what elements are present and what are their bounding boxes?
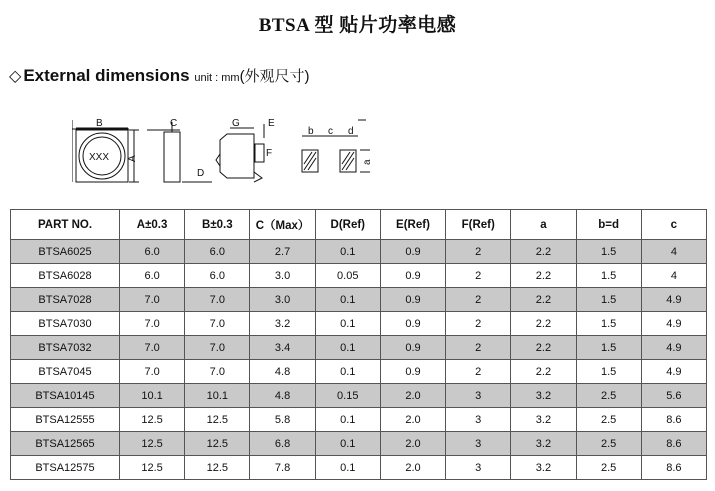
table-cell: 1.5 xyxy=(576,336,641,360)
table-cell: 7.0 xyxy=(185,336,250,360)
table-cell: 4 xyxy=(641,240,706,264)
table-cell: 2.0 xyxy=(380,408,445,432)
table-cell: 0.9 xyxy=(380,336,445,360)
part-number-cell: BTSA12575 xyxy=(11,456,120,480)
table-cell: 2.2 xyxy=(511,264,576,288)
table-row xyxy=(11,264,707,288)
table-cell: 6.0 xyxy=(185,264,250,288)
table-cell: 2.2 xyxy=(511,360,576,384)
spec-table xyxy=(10,209,707,480)
table-cell: 12.5 xyxy=(185,432,250,456)
table-cell: 3.4 xyxy=(250,336,315,360)
dim-label-a-lower: a xyxy=(362,159,373,165)
dimension-drawing xyxy=(72,112,392,192)
section-chinese-label: (外观尺寸) xyxy=(239,68,310,85)
table-cell: 7.0 xyxy=(185,312,250,336)
table-row xyxy=(11,240,707,264)
table-cell: 2.5 xyxy=(576,408,641,432)
table-cell: 3.2 xyxy=(511,384,576,408)
table-cell: 0.1 xyxy=(315,336,380,360)
document-title: BTSA 型 贴片功率电感 xyxy=(258,15,457,36)
table-cell: 1.5 xyxy=(576,288,641,312)
part-number-cell: BTSA7030 xyxy=(11,312,120,336)
table-cell: 0.1 xyxy=(315,408,380,432)
table-cell: 3 xyxy=(446,456,511,480)
table-cell: 2 xyxy=(446,312,511,336)
table-cell: 2 xyxy=(446,336,511,360)
side-view xyxy=(147,118,212,182)
table-body xyxy=(11,240,707,480)
table-header-row xyxy=(11,210,707,240)
table-cell: 10.1 xyxy=(120,384,185,408)
table-cell: 0.15 xyxy=(315,384,380,408)
dim-label-c-lower: c xyxy=(328,126,333,137)
table-cell: 0.9 xyxy=(380,312,445,336)
table-cell: 0.9 xyxy=(380,240,445,264)
dim-label-b-upper: B xyxy=(96,118,103,129)
bottom-view xyxy=(216,118,275,182)
table-cell: 1.5 xyxy=(576,240,641,264)
table-row xyxy=(11,360,707,384)
table-cell: 0.1 xyxy=(315,432,380,456)
table-row xyxy=(11,312,707,336)
table-cell: 2 xyxy=(446,264,511,288)
table-cell: 7.0 xyxy=(120,312,185,336)
table-row xyxy=(11,408,707,432)
part-number-cell: BTSA7028 xyxy=(11,288,120,312)
dim-label-a-upper: A xyxy=(127,155,138,162)
table-row xyxy=(11,288,707,312)
table-cell: 4.9 xyxy=(641,288,706,312)
table-row xyxy=(11,384,707,408)
table-row xyxy=(11,456,707,480)
header-a: A±0.3 xyxy=(120,210,185,240)
table-cell: 2.2 xyxy=(511,240,576,264)
table-cell: 3.0 xyxy=(250,264,315,288)
part-number-cell: BTSA6025 xyxy=(11,240,120,264)
table-cell: 7.8 xyxy=(250,456,315,480)
table-cell: 2 xyxy=(446,288,511,312)
dim-label-b-lower: b xyxy=(308,126,314,137)
table-cell: 0.1 xyxy=(315,312,380,336)
diamond-bullet-icon: ◇ xyxy=(9,68,22,85)
table-cell: 5.8 xyxy=(250,408,315,432)
table-cell: 1.5 xyxy=(576,312,641,336)
header-e-ref: E(Ref) xyxy=(380,210,445,240)
table-cell: 3 xyxy=(446,432,511,456)
table-cell: 7.0 xyxy=(120,336,185,360)
table-cell: 3.2 xyxy=(250,312,315,336)
top-view xyxy=(72,118,139,182)
table-cell: 4 xyxy=(641,264,706,288)
part-number-cell: BTSA10145 xyxy=(11,384,120,408)
table-cell: 1.5 xyxy=(576,360,641,384)
header-b: B±0.3 xyxy=(185,210,250,240)
header-part-no: PART NO. xyxy=(11,210,120,240)
table-cell: 0.1 xyxy=(315,288,380,312)
table-cell: 3 xyxy=(446,384,511,408)
table-cell: 3.2 xyxy=(511,432,576,456)
table-cell: 7.0 xyxy=(185,360,250,384)
table-cell: 12.5 xyxy=(120,456,185,480)
table-cell: 7.0 xyxy=(120,360,185,384)
table-cell: 12.5 xyxy=(120,432,185,456)
section-heading-text: External dimensions xyxy=(23,66,190,85)
pad-layout xyxy=(302,120,373,172)
header-f-ref: F(Ref) xyxy=(446,210,511,240)
table-cell: 2.5 xyxy=(576,384,641,408)
table-cell: 2.2 xyxy=(511,288,576,312)
table-cell: 0.1 xyxy=(315,240,380,264)
table-cell: 3.2 xyxy=(511,408,576,432)
dim-label-d-upper: D xyxy=(197,168,205,179)
section-heading xyxy=(9,65,310,86)
table-cell: 7.0 xyxy=(185,288,250,312)
table-cell: 3 xyxy=(446,408,511,432)
table-cell: 10.1 xyxy=(185,384,250,408)
table-cell: 4.8 xyxy=(250,360,315,384)
dim-label-e-upper: E xyxy=(268,118,275,129)
table-cell: 6.8 xyxy=(250,432,315,456)
table-cell: 3.2 xyxy=(511,456,576,480)
part-number-cell: BTSA12565 xyxy=(11,432,120,456)
table-cell: 8.6 xyxy=(641,456,706,480)
table-cell: 8.6 xyxy=(641,432,706,456)
table-cell: 4.9 xyxy=(641,360,706,384)
table-cell: 0.05 xyxy=(315,264,380,288)
table-cell: 12.5 xyxy=(185,408,250,432)
unit-label: unit : mm xyxy=(194,72,240,84)
table-cell: 4.8 xyxy=(250,384,315,408)
part-number-cell: BTSA7045 xyxy=(11,360,120,384)
table-cell: 0.9 xyxy=(380,288,445,312)
part-number-cell: BTSA6028 xyxy=(11,264,120,288)
table-cell: 2 xyxy=(446,360,511,384)
dim-label-g-upper: G xyxy=(232,118,240,129)
part-number-cell: BTSA7032 xyxy=(11,336,120,360)
marking-label: XXX xyxy=(89,152,110,163)
table-row xyxy=(11,432,707,456)
table-cell: 2.5 xyxy=(576,432,641,456)
table-cell: 2.0 xyxy=(380,432,445,456)
table-cell: 12.5 xyxy=(185,456,250,480)
header-d-ref: D(Ref) xyxy=(315,210,380,240)
table-cell: 12.5 xyxy=(120,408,185,432)
dim-label-d-lower: d xyxy=(348,126,354,137)
part-number-cell: BTSA12555 xyxy=(11,408,120,432)
table-cell: 2.0 xyxy=(380,456,445,480)
table-cell: 2.2 xyxy=(511,336,576,360)
header-pad-b-d: b=d xyxy=(576,210,641,240)
table-cell: 6.0 xyxy=(120,264,185,288)
header-pad-c: c xyxy=(641,210,706,240)
table-cell: 0.9 xyxy=(380,264,445,288)
table-cell: 2.2 xyxy=(511,312,576,336)
table-row xyxy=(11,336,707,360)
table-cell: 6.0 xyxy=(120,240,185,264)
table-cell: 2 xyxy=(446,240,511,264)
table-cell: 2.0 xyxy=(380,384,445,408)
table-cell: 2.5 xyxy=(576,456,641,480)
header-c-max: C（Max） xyxy=(250,210,315,240)
table-cell: 3.0 xyxy=(250,288,315,312)
table-cell: 4.9 xyxy=(641,312,706,336)
table-cell: 0.1 xyxy=(315,360,380,384)
table-cell: 2.7 xyxy=(250,240,315,264)
table-cell: 5.6 xyxy=(641,384,706,408)
table-cell: 7.0 xyxy=(120,288,185,312)
dim-label-c-upper: C xyxy=(170,118,178,129)
table-cell: 0.1 xyxy=(315,456,380,480)
table-cell: 6.0 xyxy=(185,240,250,264)
table-cell: 0.9 xyxy=(380,360,445,384)
table-cell: 8.6 xyxy=(641,408,706,432)
table-cell: 1.5 xyxy=(576,264,641,288)
dim-label-f-upper: F xyxy=(266,148,273,159)
table-cell: 4.9 xyxy=(641,336,706,360)
header-pad-a: a xyxy=(511,210,576,240)
